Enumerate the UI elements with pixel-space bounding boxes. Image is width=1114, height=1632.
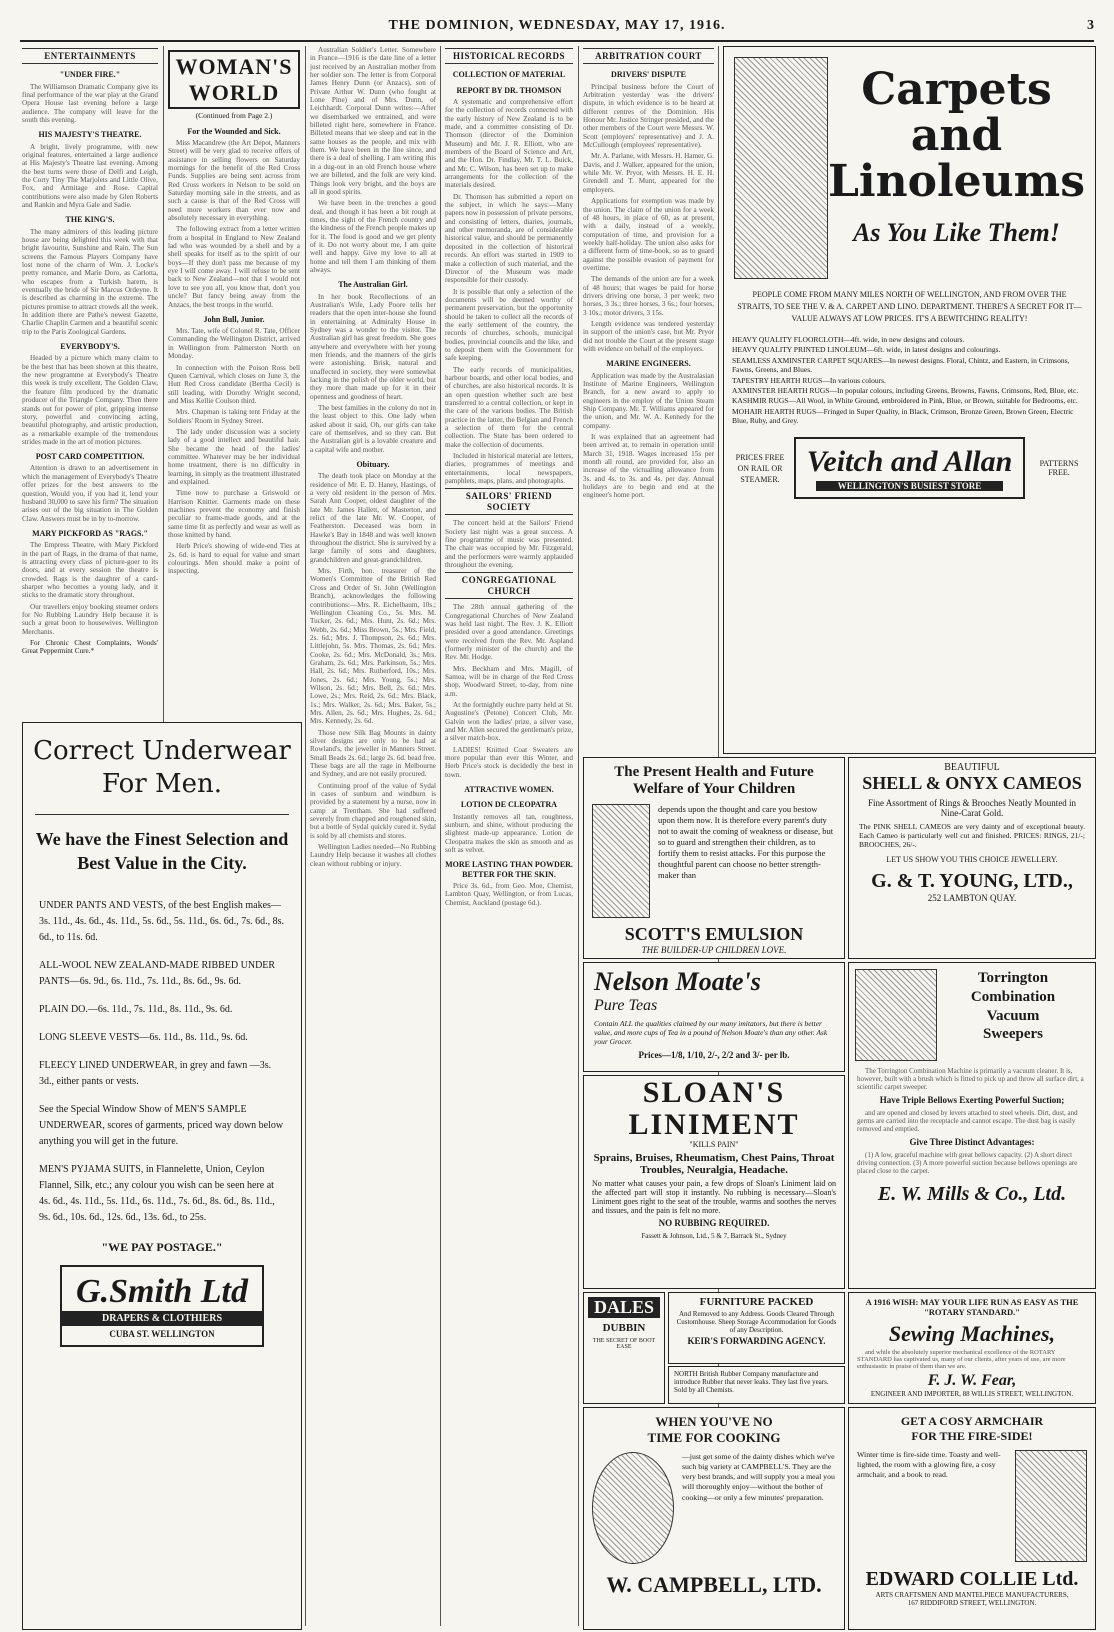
ad-body: Winter time is fire-side time. Toasty and well-lighted, the room with a glowing fire, a cosy armchair, and a book to read.	[857, 1450, 1001, 1480]
article-text: It is possible that only a selection of the documents will be deemed worthy of permanent preservation, but the opportunity should be taken to collect all the records of the early settlement of the country, the records of churches, schools, municipal bodies, provincial councils and the like, and to deposit them with the Government for safe keeping.	[445, 287, 573, 363]
article-text: The lady under discussion was a society lady of a good intellect and beautiful hair. She became the head of the ladies' committee. Whatever may be her individual home treatment, there is no difficulty in learning, in simply as the treatment illustrated and explained.	[168, 427, 300, 486]
article-text: LADIES! Knitted Coat Sweaters are more popular than ever this Winter, and Herb Price's stock is decidedly the best in town.	[445, 745, 573, 779]
ad-headline: The Present Health and Future	[614, 764, 814, 780]
ad-headline: A 1916 WISH: MAY YOUR LIFE RUN AS EASY AS THE "ROTARY STANDARD."	[865, 1297, 1079, 1317]
scotts-emulsion-ad	[583, 757, 845, 959]
brand-address: 252 LAMBTON QUAY.	[927, 893, 1017, 903]
column-rule	[305, 46, 306, 1626]
brand-name: DALES	[588, 1297, 660, 1318]
price-line: PLAIN DO.—6s. 11d., 7s. 11d., 8s. 11d., 9s. 6d.	[39, 1003, 233, 1015]
article-text: For Chronic Chest Complaints, Woods' Great Peppermint Cure.*	[22, 638, 158, 656]
price-line: ALL-WOOL NEW ZEALAND-MADE RIBBED UNDER PANTS—6s. 9d., 6s. 11d., 7s. 11d., 8s. 6d., 9s. 6d.	[39, 959, 276, 987]
section-heading: ENTERTAINMENTS	[22, 48, 158, 64]
article-text: At the fortnightly euchre party held at St. Augustine's (Petone) Concert Club, Mr. Galvin won the ladies' prize, a silver vase, and Mr. Allen secured the gentleman's prize, a silver match-box.	[445, 701, 573, 743]
article-subheading: DRIVERS' DISPUTE	[611, 70, 686, 80]
ad-blurb: PEOPLE COME FROM MANY MILES NORTH OF WELLINGTON, AND FROM OVER THE STRAITS, TO SEE THE V. & A. CARPET AND LINO. DEPARTMENT. THERE'S A SECRET FOR IT—VALUE ALWAYS AT LOW PRICES. IT'S A BEWITCHING REALITY!	[737, 290, 1082, 323]
brand-name: LINIMENT	[628, 1108, 800, 1141]
masthead	[20, 0, 1094, 42]
article-text: The death took place on Monday at the residence of Mr. E. D. Haney, Hastings, of a very old resident in the person of Mrs. Sarah Ann Cooper, oldest daughter of the late Mr. James Hallett, of Masterton, and relict of the late Mr. W. Cooper, of Featherston. Deceased was born in Hawke's Bay in 1848 and was well known throughout the district. She is survived by a large family of sons and daughters, grandchildren and great-grandchildren.	[310, 472, 436, 564]
product-line: AXMINSTER HEARTH RUGS—In popular colours, including Greens, Browns, Fawns, Crimsons, Red, Blue, etc.	[732, 385, 1079, 395]
ad-subheadline: NO RUBBING REQUIRED.	[658, 1218, 770, 1228]
ad-body: And Removed to any Address. Goods Cleared Through Customhouse. Sheep Storage Accommodation for Goods of any Description.	[676, 1310, 837, 1334]
article-heading: ATTRACTIVE WOMEN.	[464, 785, 554, 795]
brand-name: KEIR'S FORWARDING AGENCY.	[687, 1336, 826, 1346]
ad-headline: TIME FOR COOKING	[647, 1430, 781, 1445]
ad-subheadline: We have the Finest Selection and Best Value in the City.	[35, 829, 289, 874]
product-line: KASHMIR RUGS—All Wool, in White Ground, embroidered in Pink, Blue, or Brown, suitable for Bedrooms, etc.	[732, 396, 1078, 406]
article-text: The best families in the colony do not in the least object to this. One lady when asked about it said, Oh, our girls can take care of themselves, and so they can. But the Australian girl is a lovable creature and a capital wife and mother.	[310, 404, 436, 454]
article-text: Mrs. Chapman is taking tent Friday at the Soldiers' Room in Sydney Street.	[168, 408, 300, 425]
article-heading: Obituary.	[356, 460, 390, 470]
article-text: The 28th annual gathering of the Congregational Churches of New Zealand was held last night. The Rev. J. K. Elliott presided over a good attendance. Greetings were received from the Rev. Mr. Aspland (formerly minister of the church) and the Rev. Mr. Hodge.	[445, 603, 573, 662]
ad-headline	[23, 735, 301, 800]
article-text: Applications for exemption was made by the union. The claim of the union for a week of 48 hours, in place of 60, as at present, with a daily, instead of a weekly, computation of time, and provision for a weekly half-holiday. The union also asks for a different form of time-book, so as to guard against the possible evasion of payment for overtime.	[583, 197, 714, 272]
ad-headline-line: For Men.	[102, 768, 222, 799]
price-line: Prices—1/8, 1/10, 2/-, 2/2 and 3/- per lb.	[638, 1050, 790, 1060]
ad-note: LET US SHOW YOU THIS CHOICE JEWELLERY.	[886, 855, 1058, 864]
ad-headline: Carpets and	[861, 64, 1052, 162]
sewing-machines-ad	[848, 1292, 1096, 1404]
womans-world-column	[168, 46, 300, 756]
article-text: Headed by a picture which many claim to be the best that has been shown at this theatre, the new programme at Everybody's Theatre this week is truly excellent. The Golden Claw, the feature film produced by the dramatic producer of the Triangle Company. Then there stands out for power of plot, gripping intense story, powerful and convincing acting, beautiful photography, and artistic production, as a remarkable example of the tremendous strides made in the art of motion pictures.	[22, 354, 158, 446]
article-text: Mrs. Firth, hon. treasurer of the Women's Committee of the British Red Cross and Order of St. John (Wellington Branch), acknowledges the following contributions:—Mrs. R. Eichelbaum, 10s.; Wellington Cleaning Co., 5s. Mrs. M. Tucker, 2s. 6d.; Mrs. Hunt, 2s. 6d.; Mrs. Webb, 2s. 6d.; Miss Brown, 5s.; Mrs. Field, 2s. 6d.; Mrs. J. Thompson, 2s. 6d.; Mrs. Littlejohn, 5s. Mrs. Thomas, 2s. 6d.; Mrs. Cooke, 2s. 6d.; Mrs. McDonald, 3s.; Mrs. Graham, 2s. 6d.; Mrs. Parkinson, 5s.; Mrs. Hall, 2s. 6d.; Mrs. Rutherford, 10s.; Mrs. Jones, 2s. 6d.; Mrs. Young, 5s.; Mrs. Wilson, 2s. 6d.; Mrs. Bell, 2s. 6d.; Mrs. Lowe, 2s.; Mrs. Reid, 2s. 6d.; Mrs. Black, 1s.; Mrs. Walker, 2s. 6d.; Mrs. Baker, 5s.; Mrs. Allen, 2s. 6d.; Mrs. Hughes, 2s. 6d.; Mrs. Kennedy, 2s. 6d.	[310, 567, 436, 726]
section-heading: ARBITRATION COURT	[583, 48, 714, 64]
brand-name: G. & T. YOUNG, LTD.,	[871, 870, 1073, 892]
carpets-ad	[723, 46, 1096, 754]
article-heading: For the Wounded and Sick.	[187, 126, 281, 136]
ad-headline-line: Correct Underwear	[33, 736, 291, 766]
article-heading: THE KING'S.	[65, 215, 115, 225]
logo-address: CUBA ST. WELLINGTON	[109, 1328, 215, 1339]
continued-note: (Continued from Page 2.)	[195, 111, 273, 121]
article-heading: The Australian Girl.	[338, 280, 408, 290]
section-heading: HISTORICAL RECORDS	[445, 48, 573, 64]
prices-note: PRICES FREE ON RAIL OR STEAMER.	[735, 452, 785, 484]
article-text: The demands of the union are for a week of 48 hours; that wages be paid for horse drivers driving one horse, 3 per week; two horses, 3 3s.; three horses, 3 6s.; four horses, 3 10s.; motor drivers, 3 15s.	[583, 275, 714, 317]
dales-dubbin-ad	[583, 1292, 665, 1404]
article-text: The many admirers of this leading picture house are being delighted this week with that bright favourite, Sunshine and Rain. The Sun screens the Famous Players Company have lost none of the charm of Wm. J. Locke's pretty romance, and Marie Doro, as Carlotta, who escapes from a Turkish harem, is eventually the bride of Sir Marcus Ordeyne. It is described as charming in the extreme. The pictures promise to attract crowds all the week. In addition there are Pathe's newest Gazette, Charlie Chaplin Carmen and a beautiful scenic trip to the Paris Zoological Gardens.	[22, 227, 158, 336]
article-subheading: COLLECTION OF MATERIAL	[452, 70, 566, 80]
entertainments-column	[22, 46, 158, 756]
article-text: Price 3s. 6d., from Geo. Moe, Chemist, Lambton Quay, Wellington, or from Lucas, Chemist, Auckland (postage 6d.).	[445, 881, 573, 907]
article-text: Included in historical material are letters, diaries, programmes of meetings and entertainments, local newspapers, pamphlets, maps, plans, and photographs.	[445, 452, 573, 486]
article-text: Australian Soldier's Letter. Somewhere in France—1916 is the date line of a letter just received by an Australian mother from her soldier son. The letter is from Corporal James Henry Dunn (or Anzacs), son of Private Arthur W. Dunn (who fought at Lone Pine) and of Mrs. Dunn, of Leichhardt. Corporal Dunn writes:—After we disembarked we entrained, and were billeted right here, somewhere in France. Billeted means that we sleep and eat in the same houses as the people, and mix with them. We have been in the line since, and there is a deal of shelling. I am writing this in a dug-out in an old French house where we are billeted, and the folk are very kind. Things look very bright, and the boys are all in good spirits.	[310, 46, 436, 196]
brand-name: SLOAN'S	[642, 1076, 786, 1109]
shell-cameos-ad	[848, 757, 1096, 959]
historical-records-column	[445, 46, 573, 1624]
ad-headline: Linoleums	[827, 156, 1085, 208]
ad-headline: Torrington	[977, 970, 1049, 986]
page-number: 3	[1087, 18, 1094, 33]
brand-name: W. CAMPBELL, LTD.	[606, 1572, 822, 1597]
article-text: Herb Price's showing of wide-end Ties at 2s. 6d. is hard to equal for value and smart colourings. Men should make a point of inspecting.	[168, 542, 300, 576]
arbitration-column	[583, 46, 714, 736]
brand-name: SCOTT'S EMULSION	[624, 924, 804, 944]
article-text: Attention is drawn to an advertisement in which the management of Everybody's Theatre offer prizes for the best answers to the question, Would you, if you had it, lend your husband 30,000 to save his firm? The situation arises out of the big situation in The Golden Claw. Answers must be in by to-morrow.	[22, 464, 158, 523]
product-line: SEAMLESS AXMINSTER CARPET SQUARES—In newest designs. Floral, Chintz, and Eastern, in Crimsons, Fawns, Greens, and Blues.	[732, 355, 1070, 375]
article-heading: LOTION DE CLEOPATRA	[460, 800, 558, 810]
brand-subname: Pure Teas	[594, 997, 658, 1014]
child-illustration	[592, 1452, 674, 1564]
brand-tagline: "KILLS PAIN"	[689, 1140, 739, 1149]
ad-footer: Fassett & Johnson, Ltd., 5 & 7, Barrack St., Sydney	[641, 1232, 787, 1240]
carpet-illustration	[734, 57, 828, 279]
brand-name: Nelson Moate's	[594, 967, 761, 996]
product-line: MOHAIR HEARTH RUGS—Fringed in Super Quality, in Black, Crimson, Bronze Green, Brown Green, Electric Blue, Ruby, and Grey.	[732, 406, 1074, 425]
article-text: Miss Macandrew (the Art Depot, Manners Street) will be very glad to receive offers of assistance in selling flowers on Saturday mornings for the benefit of the Red Cross Funds. Supplies are being sent across from Red Cross workers in Nelson to be sold on Saturday morning sale in the streets, and as such a cause is that of the Red Cross will need more workers than ever now and absolutely necessary in everything.	[168, 138, 300, 223]
article-heading: MARY PICKFORD AS "RAGS."	[32, 528, 148, 538]
brand-name: EDWARD COLLIE Ltd.	[865, 1568, 1079, 1590]
ad-body: —just get some of the dainty dishes which we've such big variety at CAMPBELL'S. They are the very best brands, and will supply you a meal you will thoroughly enjoy—without the bother of cooking—or only a few minutes' preparation.	[682, 1452, 835, 1502]
ad-body: depends upon the thought and care you bestow upon them now. It is therefore every parent's duty not to await the coming of weakness or disease, but so to guard and strengthen their children, as to fortify them to resist attacks. For this purpose the thoughtful parent can choose no better strength-maker than	[658, 804, 834, 881]
article-text: It was explained that an agreement had been arrived at, to remain in operation until March 31, 1918. Wages increased 15s per month all round, are provided for, also an increase of the victualling allowance from 3s. and 4s. to 3s. and 4s. per day. Annual holidays are to begin and end at the engineer's home port.	[583, 433, 714, 500]
column-rule	[578, 46, 579, 1626]
ad-headline: FOR THE FIRE-SIDE!	[911, 1429, 1033, 1443]
logo-name: G.Smith Ltd	[76, 1272, 248, 1310]
campbell-cooking-ad	[583, 1407, 845, 1630]
brand-tagline: THE SECRET OF BOOT EASE	[592, 1338, 656, 1350]
rubber-notice	[668, 1366, 845, 1404]
ad-headline: As You Like Them!	[853, 217, 1060, 247]
ad-headline: Sewing Machines,	[888, 1321, 1056, 1346]
article-text: The early records of municipalities, harbour boards, and other local bodies, and of churches, are also historical records. It is an open question whether such are best transferred to a central collection, or kept in the care of the various bodies. The British practice in the latter, the Belgian and French a selection of them for the central collection. The State has been ordered to make the collection of documents.	[445, 365, 573, 449]
newspaper-title: THE DOMINION, WEDNESDAY, MAY 17, 1916.	[388, 18, 726, 33]
brand-subname: DUBBIN	[602, 1322, 646, 1334]
ad-subheadline: Have Triple Bellows Exerting Powerful Suction;	[879, 1095, 1065, 1105]
patterns-note: PATTERNS FREE.	[1039, 459, 1079, 478]
price-line: FLEECY LINED UNDERWEAR, in grey and fawn —3s. 3d., either pants or vests.	[39, 1059, 272, 1087]
ad-headline: Combination	[970, 988, 1056, 1005]
article-heading: "UNDER FIRE."	[59, 70, 121, 80]
article-text: A bright, lively programme, with new original features, entertained a large audience at His Majesty's Theatre last evening. Among the best turns were those of Delfi and Leigh, the Corty Tiny The Marjolets and Little Olive, Fox, and Armitage and Rose. Capital contributions were also made by Glen Roberts and Rankin and Myra Gale and Sadie.	[22, 142, 158, 210]
section-heading: SAILORS' FRIEND SOCIETY	[445, 488, 573, 515]
article-text: Wellington Ladies needed—No Rubbing Laundry Help because it washes all clothes clean without rubbing or injury.	[310, 843, 436, 868]
article-text: Mr. A. Parlane, with Messrs. H. Hamer, G. Davis, and J. Walker, appeared for the union, while Mr. W. Pryor, with Messrs. H. E. H. Grendell and T. Munt, appeared for the employers.	[583, 152, 714, 194]
article-heading: John Bull, Junior.	[203, 314, 265, 324]
ad-headline: WHEN YOU'VE NO	[655, 1414, 773, 1429]
article-heading: EVERYBODY'S.	[60, 342, 120, 352]
ad-body: The Torrington Combination Machine is primarily a vacuum cleaner. It is, however, built with a brush which is fitted to pick up and throw all surface dirt, a scientific carpet sweeper.	[857, 1067, 1084, 1091]
article-text: The Williamson Dramatic Company give its final performance of the war play at the Grand Opera House last evening before a large audience. The company will leave for the south this evening.	[22, 82, 158, 125]
column-rule	[440, 46, 441, 1626]
brand-address: 167 RIDDIFORD STREET, WELLINGTON.	[907, 1599, 1037, 1607]
letters-column	[310, 46, 436, 1624]
price-line: MEN'S PYJAMA SUITS, in Flannelette, Union, Ceylon Flannel, Silk, etc.; any colour you wish can be seen here at 4s. 6d., 4s. 11d., 5s. 11d., 6s. 11d., 7s. 6d., 8s. 6d., 8s. 11d., 9s. 6d., 10s. 6d., 12s. 6d., 13s. 6d., to 25s.	[39, 1163, 275, 1223]
article-text: Our travellers enjoy booking steamer orders for No Rubbing Laundry Help because it is such a great boon to housewives. Wellington Merchants.	[22, 602, 158, 636]
article-text: Mrs. Tate, wife of Colonel R. Tate, Officer Commanding the Wellington District, arrived in Wellington from Palmerston North on Monday.	[168, 327, 300, 361]
ad-headline: Welfare of Your Children	[632, 781, 796, 797]
postage-note: "WE PAY POSTAGE."	[101, 1239, 223, 1254]
brand-name: E. W. Mills & Co., Ltd.	[877, 1183, 1067, 1205]
fisherman-illustration	[592, 804, 650, 918]
article-text: In her book Recollections of an Australian's Wife, Lady Poore tells her readers that the open inter-house she found in entertaining at Admiralty House in Sydney was a wonder to the visitor. The Australian girl has great freedom. She goes anywhere and everywhere with her young men friends, and the manners of the girls were astonishing. Brisk, natural and unaffected in society, they were somewhat lacking in the polish of the older world, but they more than made up for it in their openness and goodness of heart.	[310, 292, 436, 401]
logo-tagline: WELLINGTON'S BUSIEST STORE	[816, 481, 1003, 491]
article-text: In connection with the Poison Ross bell Queen Carnival, which closes on June 3, the Hutt Red Cross candidate (Bertha Cecil) is still leading, with Dorothy Wright second, and Miss Kellie Coulson third.	[168, 363, 300, 405]
womans-world-heading: WOMAN'S WORLD	[168, 50, 300, 109]
article-subheading: REPORT BY DR. THOMSON	[456, 85, 562, 95]
article-heading: MORE LASTING THAN POWDER. BETTER FOR THE SKIN.	[445, 860, 573, 879]
ad-headline: GET A COSY ARMCHAIR	[900, 1414, 1044, 1428]
ad-body: and are opened and closed by levers attached to steel wheels. Dirt, dust, and germs are carried into the receptacle and cannot escape. The dust bag is easily removed and emptied.	[857, 1109, 1078, 1133]
article-heading: HIS MAJESTY'S THEATRE.	[38, 130, 142, 140]
article-text: The Empress Theatre, with Mary Pickford in the part of Rags, in the drama of that name, is attracting every class of picture-goer to its doors, and at every session the theatre is crowded. Rags is the daughter of a card-sharper who becomes a young lady, and it sticks to the dramatic story throughout.	[22, 541, 158, 600]
article-text: Length evidence was tendered yesterday in support of the union's case, but Mr. Pryor did not trouble the Court at the present stage with evidence on behalf of the employers.	[583, 319, 714, 354]
smith-logo	[60, 1265, 264, 1347]
notice-text: NORTH British Rubber Company manufacture and introduce Rubber that never leaks. They last five years. Sold by all Chemists.	[674, 1370, 829, 1394]
brand-tagline: THE BUILDER-UP CHILDREN LOVE.	[641, 945, 787, 955]
article-text: Principal business before the Court of Arbitration yesterday was the drivers' dispute, in which evidence is to be heard at different centres of the Dominion. His Honour Mr. Justice Stringer presided, and the other members of the Court were Messrs. W. Scott (employers' representative) and J. A. McCullough (employees' representative).	[583, 82, 714, 150]
article-text: A systematic and comprehensive effort for the collection of records connected with the early history of New Zealand is to be made, and a committee consisting of Dr. Thomson (director of the Dominion Museum) and Mr. J. R. Elliott, who are members of the Board of Science and Art, and the Hon. Dr. Findlay, Mr. T. L. Buick, and Mr. C. Wilson, has been set up to make arrangements for the collection of the materials desired.	[445, 97, 573, 190]
brand-tagline: ARTS CRAFTSMEN AND MANTELPIECE MANUFACTURERS,	[875, 1591, 1069, 1599]
article-text: Those new Silk Bag Mounts in dainty silver designs are only to be had at Rowland's, the jeweller in Manners Street. Small Beads 2s. 6d.; large 2s. 6d. bead free. These bags are all the rage in Melbourne and Sydney, and are not easily procured.	[310, 728, 436, 779]
product-line: HEAVY QUALITY PRINTED LINOLEUM—6ft. wide, in latest designs and colourings.	[732, 345, 1001, 355]
furniture-packed-ad	[668, 1292, 845, 1364]
brand-name: F. J. W. Fear,	[927, 1372, 1017, 1389]
ad-headline: FURNITURE PACKED	[699, 1296, 814, 1308]
sweeper-illustration	[855, 969, 937, 1061]
logo-tagline: DRAPERS & CLOTHIERS	[62, 1311, 262, 1326]
article-text: Application was made by the Australasian Institute of Marine Engineers, Wellington Branch, for a new award to apply to engineers in the employ of the Union Steam Ship Company. Mr. T. Williams appeared for the union, and Mr. W. A. Kennedy for the company.	[583, 371, 714, 430]
ad-headline: Sweepers	[983, 1026, 1043, 1043]
ad-subheadline: Fine Assortment of Rings & Brooches Neatly Mounted in Nine-Carat Gold.	[868, 798, 1076, 818]
nelson-moate-tea-ad	[583, 962, 845, 1072]
ad-headline: Vacuum	[986, 1007, 1040, 1024]
ad-kicker: BEAUTIFUL	[944, 762, 1000, 773]
sloans-liniment-ad	[583, 1075, 845, 1289]
ad-body: and while the absolutely superior mechanical excellence of the ROTARY STANDARD has captivated us, many of our clients, after years of use, are more enthusiastic in praise of them than we are.	[857, 1349, 1066, 1370]
ad-subheadline: Give Three Distinct Advantages:	[909, 1137, 1035, 1147]
ad-body: No matter what causes your pain, a few drops of Sloan's Liniment laid on the affected part will stop it instantly. No rubbing is necessary—Sloan's Liniment goes right to the seat of the trouble, warms and soothes the nerves and tissues, and the pain is felt no more.	[592, 1179, 836, 1215]
article-text: Mrs. Beckham and Mrs. Magill, of Samoa, will be in charge of the Red Cross shop, Woodward Street, to-day, from nine a.m.	[445, 664, 573, 698]
product-line: TAPESTRY HEARTH RUGS—In various colours.	[732, 375, 886, 385]
article-text: We have been in the trenches a good deal, and though it has been a bit rough at times, the sight of the French country and the kindness of the French people makes up for it. The food is good and we get plenty of it. Do not worry about me, I am quite well and happy. Give my love to all at home and tell them I am thinking of them always.	[310, 199, 436, 274]
ad-body: (1) A low, graceful machine with great bellows capacity. (2) A short direct driving connection. (3) A more powerful suction because bellows openings are placed close to the carpet.	[857, 1151, 1078, 1175]
veitch-allan-logo: Veitch and Allan	[806, 445, 1013, 479]
correct-underwear-ad	[22, 722, 302, 1630]
armchair-illustration	[1015, 1450, 1087, 1562]
price-line: See the Special Window Show of MEN'S SAMPLE UNDERWEAR, scores of garments, priced way down below anything you will get in the future.	[39, 1103, 284, 1147]
article-text: Instantly removes all tan, roughness, sunburn, and shine, without producing the slightest made-up appearance. Lotion de Cleopatra makes the skin as smooth and as soft as velvet.	[445, 812, 573, 855]
ad-body: Contain ALL the qualities claimed by our many imitators, but there is better value, and more cups of Tea in a pound of Nelson Moate's than any other. Ask your Grocer.	[594, 1019, 828, 1046]
price-line: LONG SLEEVE VESTS—6s. 11d., 8s. 11d., 9s. 6d.	[39, 1031, 248, 1043]
article-text: Dr. Thomson has submitted a report on the subject, in which he says:—Many papers now in possession of private persons, and consisting of letters, diaries, journals, and other memoranda, are of considerable historical value, and should be permanently deposited in the collection of historical records. An effort was started in 1909 to make a collection of such material, and the Director of the Museum was made responsible for their custody.	[445, 192, 573, 285]
article-text: The following extract from a letter written from a hospital in England to New Zealand lad who was wounded by a shell and by a shell speaks for itself as to the spirit of our boys—If they don't pass me because of my eye I will come away. I will refuse to be sent back to New Zealand—not that I would not love to see you all, you know that, don't you uncle? But fancy being away from the Anzacs, the best troops in the world.	[168, 225, 300, 309]
article-text: Continuing proof of the value of Sydal in cases of sunburn and windburn is provided by a statement by a nurse, now in camp at Trentham. She had suffered severely from chapped and roughened skin, but a bottle of Sydal quickly cured it. Sydal is sold by all chemists and stores.	[310, 781, 436, 840]
ad-body: The PINK SHELL CAMEOS are very dainty and of exceptional beauty. Each Cameo is particularly well cut and finished. PRICES: RINGS, 21/-; BROOCHES, 26/-.	[859, 822, 1085, 849]
article-heading: MARINE ENGINEERS.	[606, 359, 691, 369]
ad-headline: SHELL & ONYX CAMEOS	[862, 773, 1082, 793]
section-heading: CONGREGATIONAL CHURCH	[445, 572, 573, 599]
brand-address: ENGINEER AND IMPORTER, 88 WILLIS STREET, WELLINGTON.	[870, 1390, 1074, 1398]
article-heading: POST CARD COMPETITION.	[35, 452, 145, 462]
article-text: Time now to purchase a Griswold or Harrison Knitter. Garments made on these machines prevent the economy and finish peculiar to frame-made goods, and at the same time fit as perfectly and wear as well as those knitted by hand.	[168, 489, 300, 540]
product-line: HEAVY QUALITY FLOORCLOTH—4ft. wide, in new designs and colours.	[732, 335, 965, 344]
ad-subheadline: Sprains, Bruises, Rheumatism, Chest Pains, Throat Troubles, Neuralgia, Headache.	[593, 1152, 835, 1176]
torrington-sweeper-ad	[848, 962, 1096, 1289]
price-line: UNDER PANTS AND VESTS, of the best English makes—3s. 11d., 4s. 6d., 4s. 11d., 5s. 6d., 5s. 11d., 6s. 6d., 7s. 6d., 8s. 6d., to 11s. 6d.	[39, 899, 285, 943]
cosy-armchair-ad	[848, 1407, 1096, 1630]
article-text: The concert held at the Sailors' Friend Society last night was a great success. A fine programme of music was presented. The chair was occupied by Mr. Fitzgerald, and the performers were warmly applauded throughout the evening.	[445, 519, 573, 570]
